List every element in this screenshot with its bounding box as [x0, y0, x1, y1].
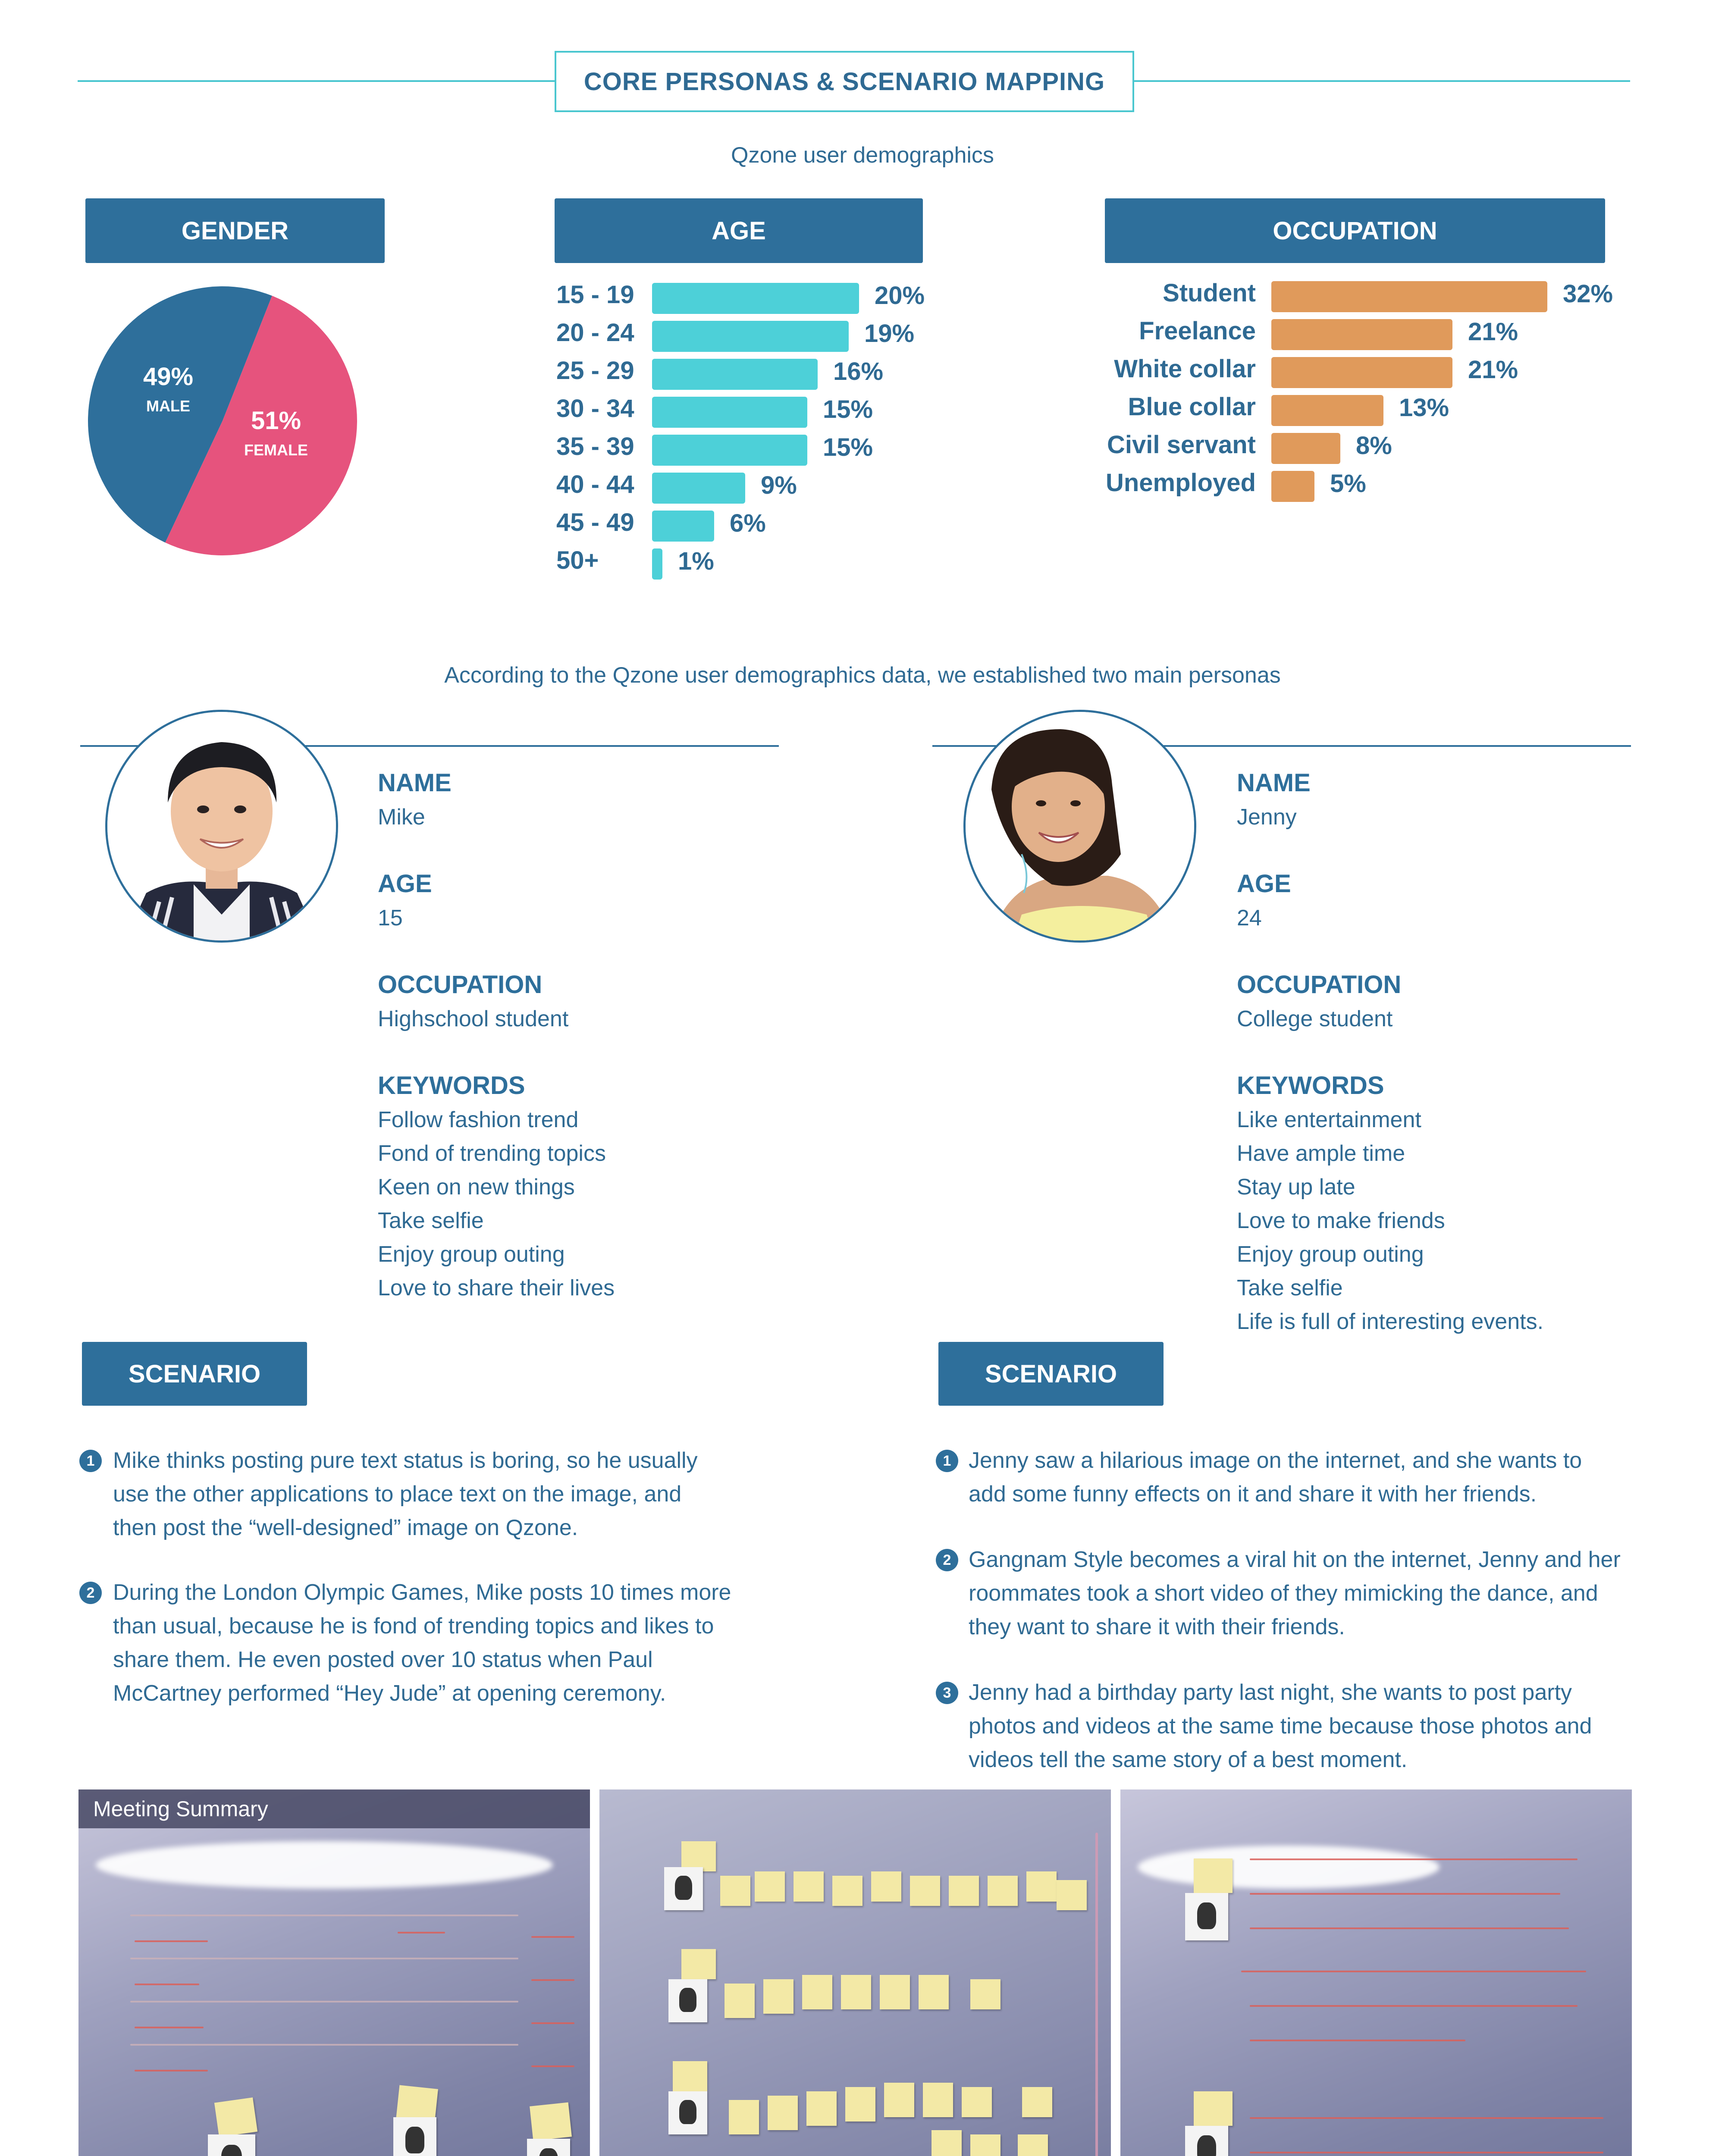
bar-value-label: 32%	[1563, 280, 1613, 308]
scenario-line: use the other applications to place text on the image, and	[113, 1482, 682, 1507]
sticky-note	[932, 2130, 962, 2156]
scenario-line: roommates took a short video of they mimicking the dance, and	[969, 1581, 1598, 1606]
sticky-note	[949, 1876, 979, 1906]
handwriting-line	[531, 1936, 574, 1938]
handwriting-line	[531, 2065, 574, 2067]
bar-value-label: 21%	[1468, 318, 1518, 346]
printed-photo	[1185, 2126, 1228, 2156]
mike-scenario-heading: SCENARIO	[82, 1342, 307, 1406]
scenario-line: videos tell the same story of a best moment.	[969, 1747, 1408, 1772]
printed-photo	[527, 2139, 570, 2156]
scenario-line: McCartney performed “Hey Jude” at opening ceremony.	[113, 1681, 666, 1706]
bar-category-label: White collar	[1114, 355, 1256, 383]
keyword-item: Like entertainment	[1237, 1107, 1421, 1132]
scenario-number: 2	[936, 1549, 958, 1571]
bar	[652, 473, 745, 504]
mike-scenario-2	[113, 1576, 731, 1710]
sticky-note	[970, 2134, 1000, 2156]
bar	[1271, 471, 1314, 502]
keyword-item: Take selfie	[1237, 1275, 1343, 1300]
bar-value-label: 16%	[833, 357, 884, 385]
jenny-occupation-label: OCCUPATION	[1237, 971, 1402, 999]
bar-category-label: 15 - 19	[556, 281, 634, 309]
bar	[1271, 395, 1383, 426]
age-heading: AGE	[555, 198, 923, 263]
page-title: CORE PERSONAS & SCENARIO MAPPING	[555, 51, 1134, 112]
jenny-scenario-1	[969, 1444, 1582, 1511]
sticky-note	[884, 2083, 914, 2117]
bar-category-label: Civil servant	[1107, 431, 1256, 459]
female-percent: 51%	[251, 407, 301, 435]
sticky-note	[970, 1979, 1000, 2009]
handwriting-line	[130, 2001, 518, 2002]
jenny-scenario-2	[969, 1543, 1621, 1644]
handwriting-line	[130, 1915, 518, 1916]
handwriting-line	[130, 1958, 518, 1959]
sticky-note	[1057, 1880, 1087, 1910]
bar-category-label: Blue collar	[1128, 393, 1256, 421]
handwriting-line	[135, 1940, 208, 1942]
meeting-summary-caption: Meeting Summary	[78, 1789, 590, 1828]
mike-age: 15	[378, 906, 403, 931]
sticky-note	[841, 1975, 871, 2009]
handwriting-line	[1250, 1927, 1569, 1929]
bar	[652, 435, 807, 466]
keyword-item: Enjoy group outing	[378, 1242, 565, 1267]
avatar-mike	[105, 710, 338, 943]
jenny-age: 24	[1237, 906, 1262, 931]
bar	[652, 359, 818, 390]
whiteboard-glare	[96, 1841, 553, 1889]
sticky-note	[806, 2091, 837, 2126]
meeting-photo-2	[599, 1789, 1111, 2156]
bar-value-label: 8%	[1356, 432, 1392, 460]
mike-age-label: AGE	[378, 870, 432, 898]
demographics-subtitle: Qzone user demographics	[731, 143, 994, 168]
sticky-note	[1018, 2134, 1048, 2156]
jenny-name: Jenny	[1237, 805, 1297, 830]
handwriting-line	[1250, 2005, 1578, 2007]
header-rule-right	[1134, 80, 1630, 82]
bar-category-label: Unemployed	[1105, 469, 1256, 497]
sticky-note	[880, 1975, 910, 2009]
printed-photo	[664, 1867, 703, 1910]
whiteboard-glare	[1138, 1846, 1440, 1889]
mike-name-label: NAME	[378, 769, 452, 797]
sticky-note	[1022, 2087, 1052, 2117]
bar-value-label: 5%	[1330, 470, 1366, 498]
bar-value-label: 9%	[761, 471, 797, 499]
handwriting-line	[531, 1979, 574, 1981]
sticky-note	[802, 1975, 832, 2009]
handwriting-line	[135, 2027, 204, 2028]
keyword-item: Love to share their lives	[378, 1275, 615, 1300]
scenario-number: 2	[79, 1582, 102, 1604]
handwriting-line	[1250, 1893, 1560, 1895]
handwriting-line	[135, 2070, 208, 2071]
sticky-note	[768, 2096, 798, 2130]
printed-photo	[1185, 1893, 1228, 1940]
bar-value-label: 6%	[730, 509, 766, 537]
sticky-note	[530, 2103, 572, 2141]
mike-photo	[107, 712, 336, 940]
keyword-item: Enjoy group outing	[1237, 1242, 1424, 1267]
mike-keywords-label: KEYWORDS	[378, 1072, 525, 1100]
jenny-occupation: College student	[1237, 1006, 1393, 1031]
bar-category-label: 30 - 34	[556, 395, 634, 423]
bar-value-label: 21%	[1468, 356, 1518, 384]
jenny-age-label: AGE	[1237, 870, 1291, 898]
keyword-item: Fond of trending topics	[378, 1141, 606, 1166]
gender-heading: GENDER	[85, 198, 385, 263]
bar	[1271, 433, 1340, 464]
jenny-keywords-label: KEYWORDS	[1237, 1072, 1384, 1100]
sticky-note	[832, 1876, 862, 1906]
printed-photo	[393, 2117, 436, 2156]
male-percent: 49%	[143, 363, 194, 391]
scenario-line: Gangnam Style becomes a viral hit on the internet, Jenny and her	[969, 1547, 1621, 1572]
sticky-note	[763, 1979, 794, 2014]
handwriting-line	[1095, 1833, 1098, 2156]
jenny-photo	[966, 712, 1194, 940]
personas-intro: According to the Qzone user demographics data, we established two main personas	[444, 663, 1281, 688]
sticky-note	[729, 2100, 759, 2134]
handwriting-line	[1250, 2152, 1603, 2153]
bar	[652, 283, 859, 314]
sticky-note	[720, 1876, 750, 1906]
handwriting-line	[135, 1984, 199, 1985]
jenny-keywords	[1237, 1103, 1543, 1338]
bar-category-label: 40 - 44	[556, 470, 634, 498]
avatar-jenny	[963, 710, 1196, 943]
keyword-item: Keen on new things	[378, 1175, 575, 1200]
handwriting-line	[1250, 1858, 1578, 1860]
female-label: FEMALE	[244, 441, 308, 459]
bar	[1271, 357, 1452, 388]
jenny-scenario-3	[969, 1676, 1592, 1777]
pie-label-male	[125, 362, 211, 415]
sticky-note	[1194, 1858, 1233, 1893]
scenario-line: Jenny saw a hilarious image on the internet, and she wants to	[969, 1448, 1582, 1473]
keyword-item: Follow fashion trend	[378, 1107, 579, 1132]
bar-category-label: 25 - 29	[556, 357, 634, 385]
printed-photo	[208, 2134, 255, 2156]
scenario-line: add some funny effects on it and share it with her friends.	[969, 1482, 1537, 1507]
scenario-line: Jenny had a birthday party last night, she wants to post party	[969, 1680, 1572, 1705]
keyword-item: Life is full of interesting events.	[1237, 1309, 1544, 1334]
sticky-note	[755, 1871, 785, 1902]
keyword-item: Have ample time	[1237, 1141, 1405, 1166]
sticky-note	[988, 1876, 1018, 1906]
mike-keywords	[378, 1103, 615, 1305]
scenario-line: then post the “well-designed” image on Qzone.	[113, 1515, 578, 1540]
sticky-note	[794, 1871, 824, 1902]
scenario-number: 1	[79, 1450, 102, 1472]
mike-occupation-label: OCCUPATION	[378, 971, 543, 999]
bar-value-label: 20%	[875, 282, 925, 310]
printed-photo	[668, 1979, 707, 2022]
meeting-photo-1	[78, 1789, 590, 2156]
bar-value-label: 13%	[1399, 394, 1449, 422]
bar-value-label: 19%	[864, 320, 915, 348]
handwriting-line	[531, 2022, 574, 2024]
jenny-name-label: NAME	[1237, 769, 1311, 797]
occupation-heading: OCCUPATION	[1105, 198, 1605, 263]
keyword-item: Take selfie	[378, 1208, 484, 1233]
pie-label-female	[233, 406, 319, 459]
scenario-line: share them. He even posted over 10 status when Paul	[113, 1647, 653, 1672]
bar-value-label: 15%	[823, 433, 873, 461]
bar-category-label: 20 - 24	[556, 319, 634, 347]
sticky-note	[724, 1984, 755, 2018]
jenny-scenario-heading: SCENARIO	[938, 1342, 1164, 1406]
printed-photo	[668, 2091, 707, 2134]
bar-value-label: 15%	[823, 395, 873, 423]
bar-category-label: Freelance	[1139, 317, 1256, 345]
keyword-item: Love to make friends	[1237, 1208, 1445, 1233]
bar	[652, 397, 807, 428]
male-label: MALE	[146, 397, 190, 415]
scenario-line: than usual, because he is fond of trending topics and likes to	[113, 1614, 714, 1639]
bar	[652, 511, 714, 542]
mike-name: Mike	[378, 805, 425, 830]
sticky-note	[845, 2087, 875, 2122]
gender-pie-chart	[85, 283, 361, 559]
bar-category-label: 45 - 49	[556, 508, 634, 536]
scenario-line: During the London Olympic Games, Mike posts 10 times more	[113, 1580, 731, 1605]
keyword-item: Stay up late	[1237, 1175, 1355, 1200]
bar-category-label: 50+	[556, 546, 599, 574]
scenario-number: 3	[936, 1682, 958, 1704]
handwriting-line	[1250, 2040, 1465, 2041]
header-rule-left	[78, 80, 555, 82]
meeting-photo-3	[1120, 1789, 1632, 2156]
bar-value-label: 1%	[678, 547, 714, 575]
handwriting-line	[1241, 1971, 1586, 1972]
sticky-note	[1194, 2091, 1233, 2126]
sticky-note	[919, 1975, 949, 2009]
sticky-note	[923, 2083, 953, 2117]
scenario-line: they want to share it with their friends.	[969, 1614, 1345, 1639]
sticky-note	[214, 2097, 257, 2137]
handwriting-line	[130, 2044, 518, 2046]
mike-scenario-1	[113, 1444, 698, 1545]
scenario-line: photos and videos at the same time because those photos and	[969, 1714, 1592, 1739]
bar-category-label: 35 - 39	[556, 432, 634, 461]
sticky-note	[673, 2061, 707, 2091]
scenario-number: 1	[936, 1450, 958, 1472]
sticky-note	[871, 1871, 901, 1902]
bar-category-label: Student	[1163, 279, 1256, 307]
sticky-note	[910, 1876, 940, 1906]
bar	[652, 548, 662, 580]
bar	[1271, 319, 1452, 350]
bar	[1271, 281, 1547, 312]
sticky-note	[681, 1949, 716, 1979]
scenario-line: Mike thinks posting pure text status is boring, so he usually	[113, 1448, 698, 1473]
bar	[652, 321, 849, 352]
sticky-note	[962, 2087, 992, 2117]
sticky-note	[1026, 1871, 1057, 1902]
mike-occupation: Highschool student	[378, 1006, 569, 1031]
handwriting-line	[398, 1932, 445, 1934]
handwriting-line	[1250, 2117, 1603, 2119]
